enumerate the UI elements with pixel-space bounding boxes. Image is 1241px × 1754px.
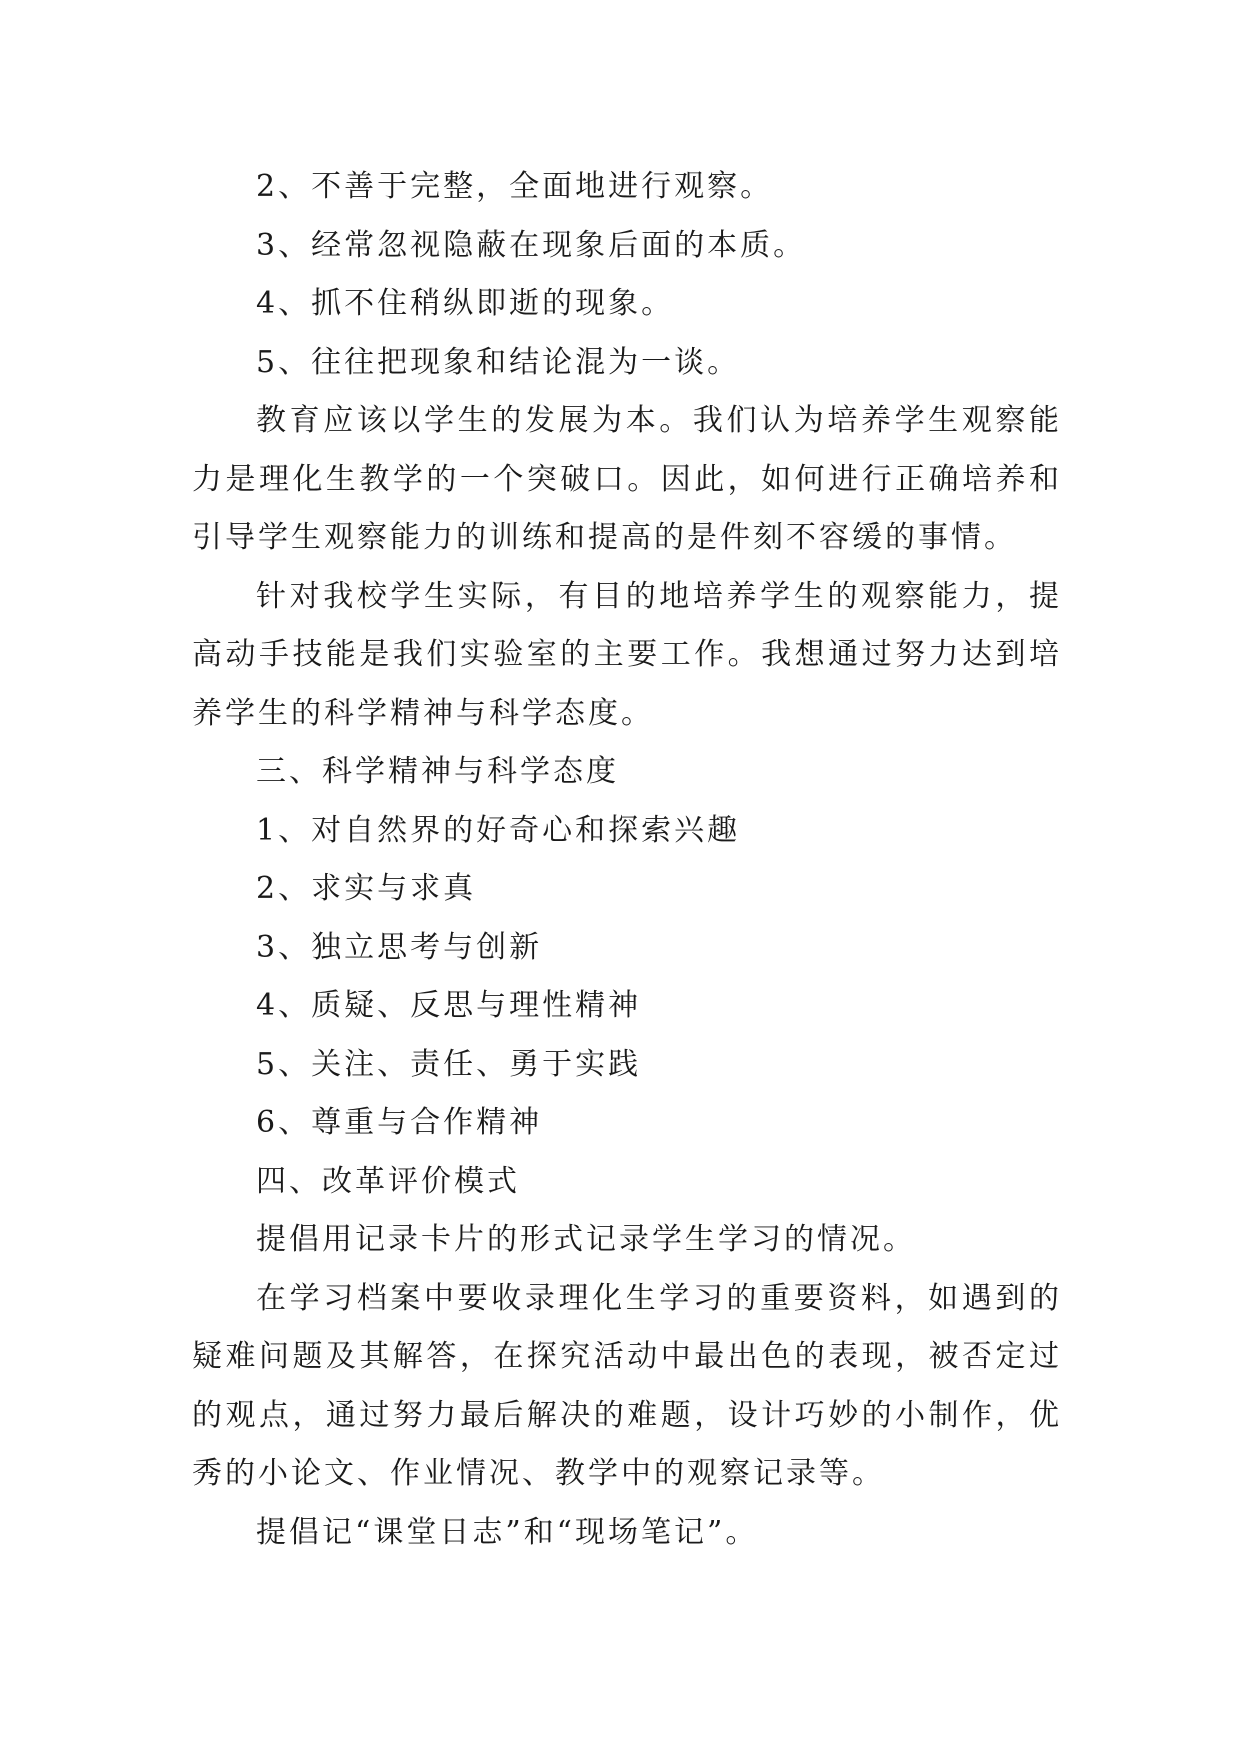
section-heading-evaluation-reform: 四、改革评价模式 xyxy=(256,1163,520,1199)
list-item-spirit-3: 3、独立思考与创新 xyxy=(256,929,543,965)
list-item-spirit-6: 6、尊重与合作精神 xyxy=(256,1105,543,1140)
document-body xyxy=(192,158,1062,1562)
list-item-observation-2: 2、不善于完整，全面地进行观察。 xyxy=(256,169,774,204)
paragraph-education: 教育应该以学生的发展为本。我们认为培养学生观察能力是理化生教学的一个突破口。因此，如何进行正确培养和引导学生观察能力的训练和提高的是件刻不容缓的事情。 xyxy=(192,403,1062,555)
paragraph-record-cards: 提倡用记录卡片的形式记录学生学习的情况。 xyxy=(256,1222,916,1257)
list-item-observation-3: 3、经常忽视隐蔽在现象后面的本质。 xyxy=(256,227,807,263)
section-heading-scientific-spirit: 三、科学精神与科学态度 xyxy=(256,754,619,789)
list-item-observation-4: 4、抓不住稍纵即逝的现象。 xyxy=(256,286,675,321)
list-item-spirit-1: 1、对自然界的好奇心和探索兴趣 xyxy=(256,812,741,848)
paragraph-school-practice: 针对我校学生实际，有目的地培养学生的观察能力，提高动手技能是我们实验室的主要工作。我想通过努力达到培养学生的科学精神与科学态度。 xyxy=(192,578,1062,731)
paragraph-learning-archive: 在学习档案中要收录理化生学习的重要资料，如遇到的疑难问题及其解答，在探究活动中最出色的表现，被否定过的观点，通过努力最后解决的难题，设计巧妙的小制作，优秀的小论文、作业情况、教学中的观察记录等。 xyxy=(192,1280,1062,1491)
list-item-spirit-2: 2、求实与求真 xyxy=(256,871,477,906)
paragraph-class-log: 提倡记“课堂日志”和“现场笔记”。 xyxy=(256,1514,759,1550)
list-item-spirit-5: 5、关注、责任、勇于实践 xyxy=(256,1046,642,1082)
list-item-spirit-4: 4、质疑、反思与理性精神 xyxy=(256,988,642,1023)
list-item-observation-5: 5、往往把现象和结论混为一谈。 xyxy=(256,344,741,380)
